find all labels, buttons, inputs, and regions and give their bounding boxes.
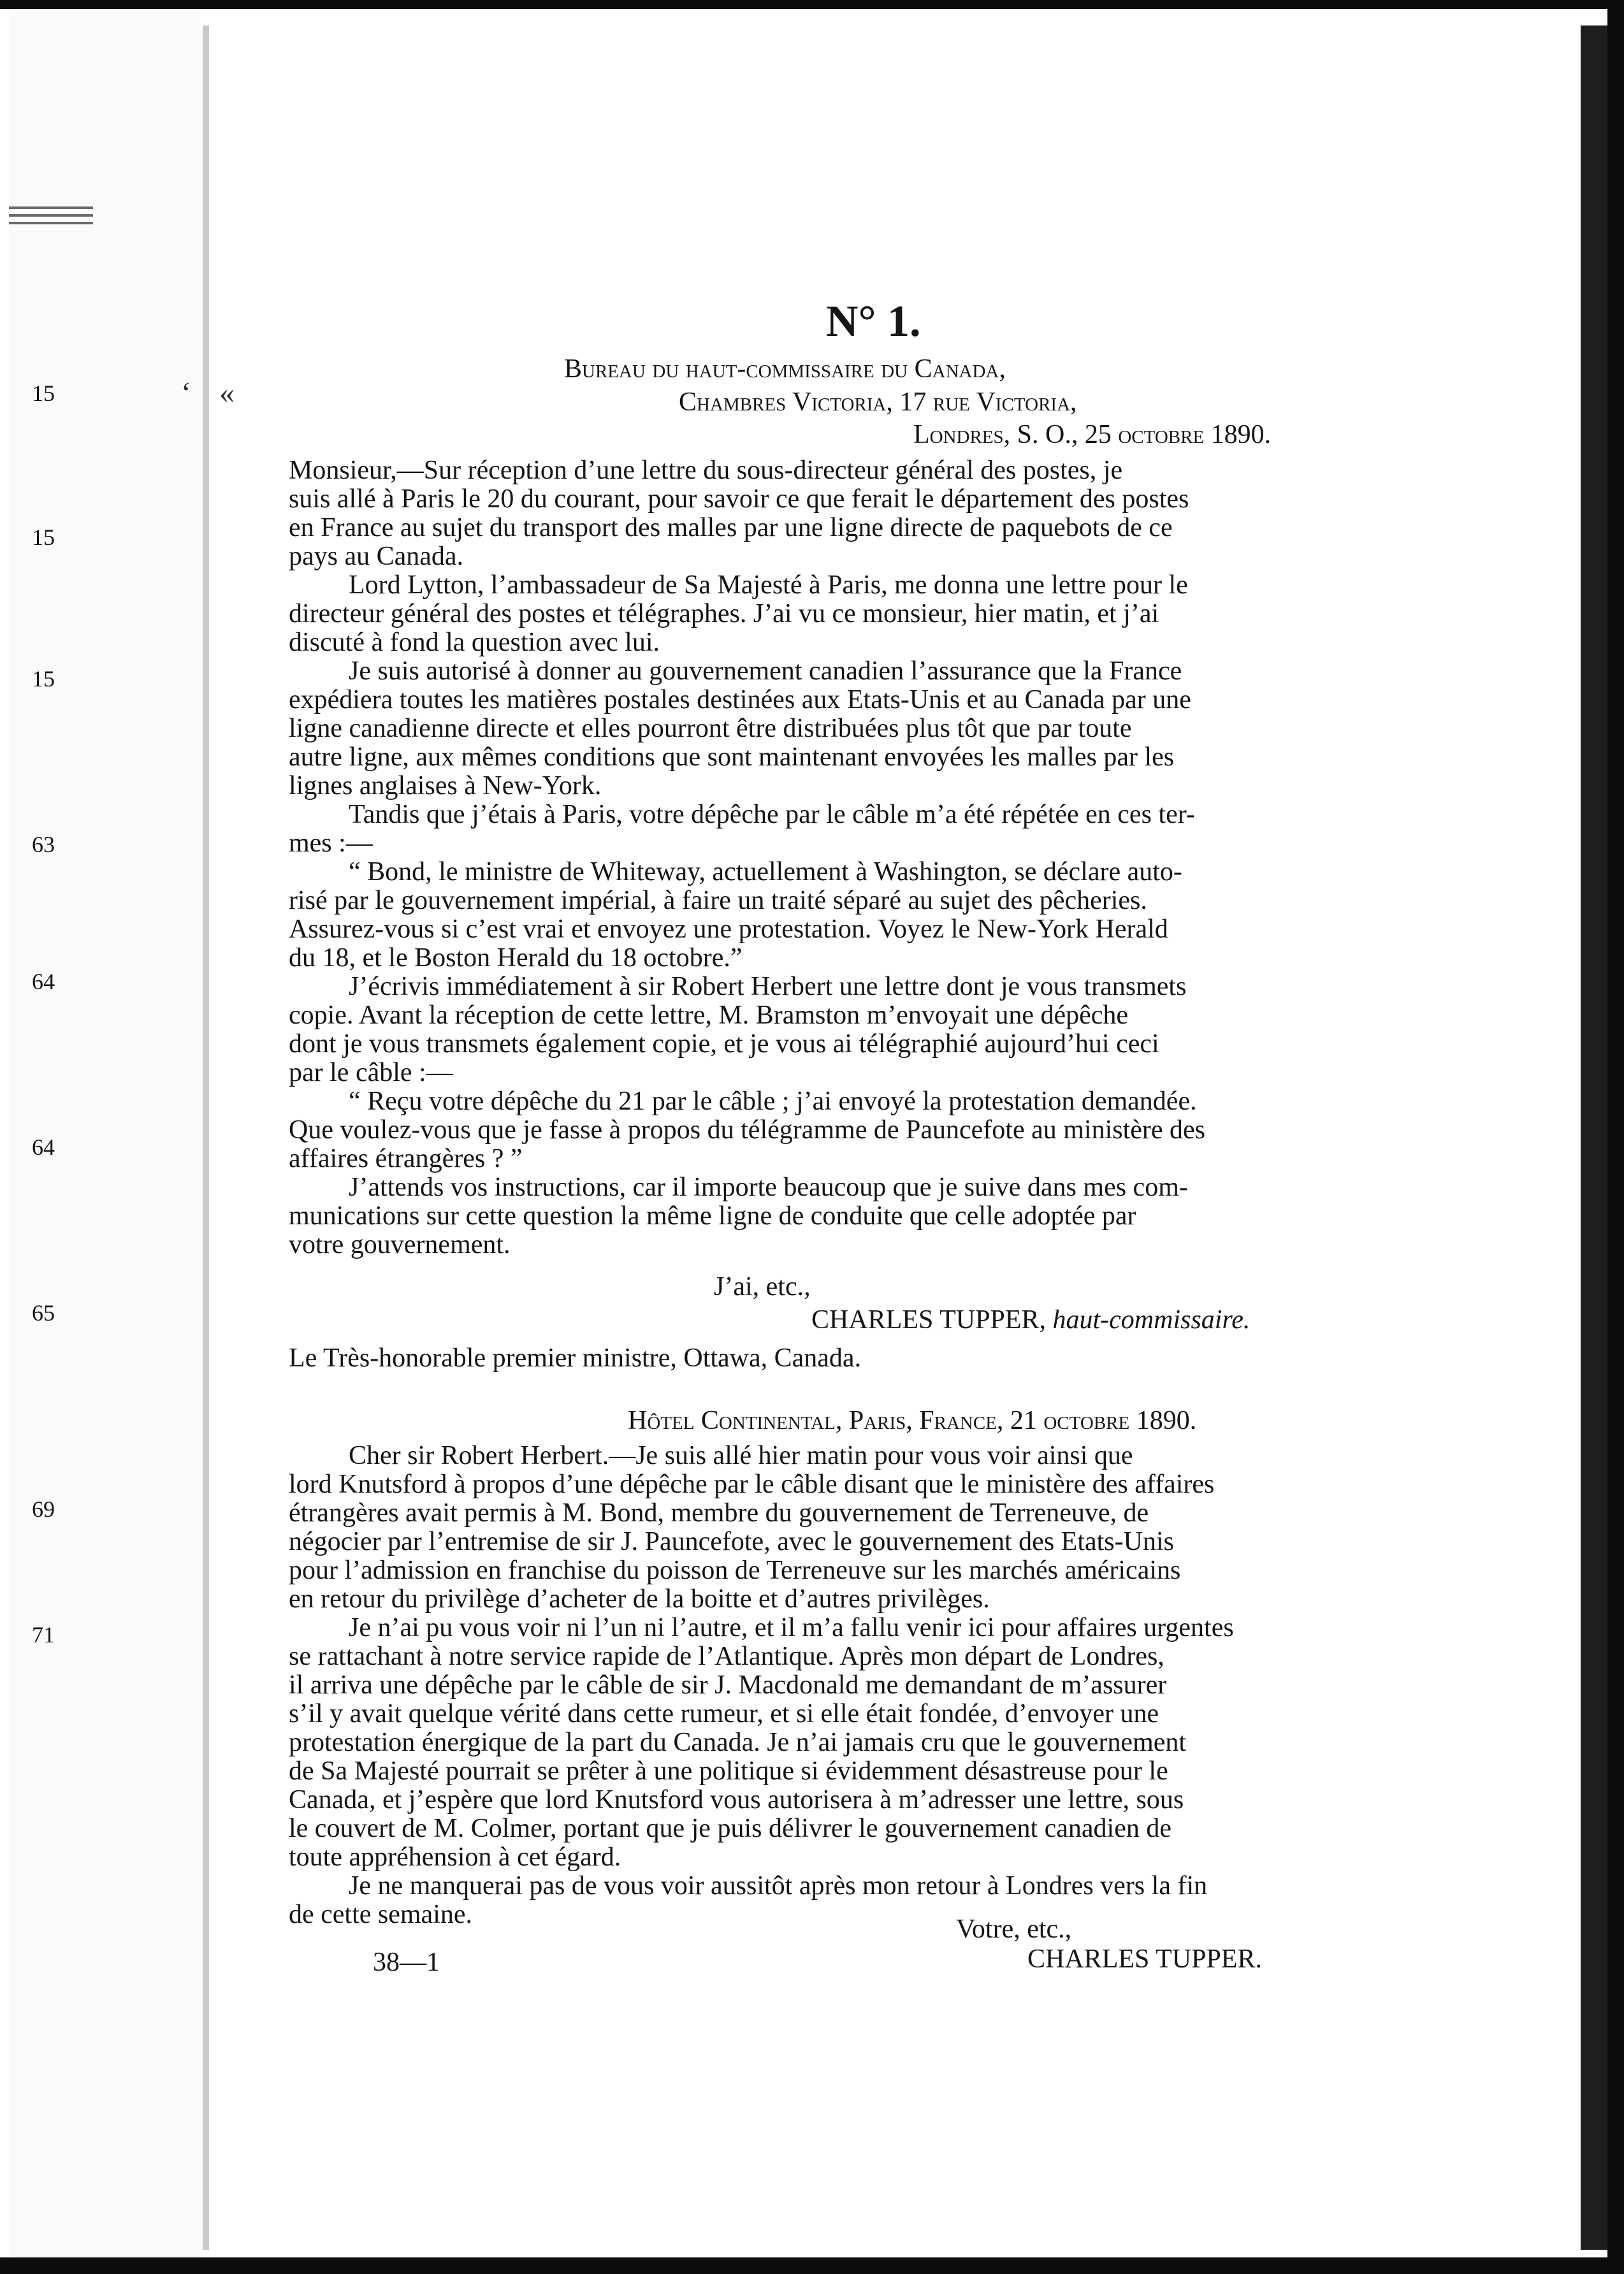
margin-rule [9, 214, 93, 217]
text-line: en retour du privilège d’acheter de la boitte et d’autres privilèges. [289, 1584, 990, 1614]
text-line: de Sa Majesté pourrait se prêter à une politique si évidemment désastreuse pour le [289, 1756, 1168, 1786]
text-line: Lord Lytton, l’ambassadeur de Sa Majesté à Paris, me donna une lettre pour le [349, 570, 1188, 600]
text-line: Je n’ai pu vous voir ni l’un ni l’autre, et il m’a fallu venir ici pour affaires urgentes [349, 1613, 1234, 1642]
text-line: discuté à fond la question avec lui. [289, 628, 660, 657]
letter-closing: J’ai, etc., [714, 1272, 811, 1301]
scan-border-bottom [0, 2257, 1624, 2274]
margin-mark: ‘ [181, 376, 191, 410]
text-line: protestation énergique de la part du Canada. Je n’ai jamais cru que le gouvernement [289, 1728, 1187, 1757]
letter-heading-line: Londres, S. O., 25 octobre 1890. [913, 420, 1272, 449]
document-page [210, 25, 1581, 2250]
text-line: se rattachant à notre service rapide de l’Atlantique. Après mon départ de Londres, [289, 1642, 1164, 1671]
document-number: N° 1. [826, 297, 921, 346]
text-line: suis allé à Paris le 20 du courant, pour savoir ce que ferait le département des postes [289, 484, 1189, 514]
letter-closing: Votre, etc., [956, 1915, 1072, 1944]
text-line: affaires étrangères ? ” [289, 1144, 523, 1173]
letter-heading-line: Chambres Victoria, 17 rue Victoria, [679, 387, 1077, 417]
margin-number: 71 [32, 1622, 55, 1648]
text-line: munications sur cette question la même ligne de conduite que celle adoptée par [289, 1201, 1136, 1231]
text-line: Assurez-vous si c’est vrai et envoyez une protestation. Voyez le New-York Herald [289, 915, 1168, 944]
text-line: Cher sir Robert Herbert.—Je suis allé hier matin pour vous voir ainsi que [349, 1441, 1133, 1470]
margin-mark: « [219, 376, 235, 410]
letter-heading-line: Hôtel Continental, Paris, France, 21 octobre 1890. [628, 1406, 1197, 1435]
text-line: pays au Canada. [289, 542, 464, 571]
text-line: de cette semaine. [289, 1900, 473, 1929]
text-line: mes :— [289, 829, 373, 858]
text-line: s’il y avait quelque vérité dans cette rumeur, et si elle était fondée, d’envoyer une [289, 1699, 1159, 1728]
signature-name: CHARLES TUPPER. [1027, 1944, 1262, 1974]
text-line: négocier par l’entremise de sir J. Pauncefote, avec le gouvernement des Etats-Unis [289, 1527, 1174, 1556]
text-line: toute appréhension à cet égard. [289, 1843, 621, 1872]
page-footer: 38—1 [373, 1948, 440, 1977]
text-line: en France au sujet du transport des malles par une ligne directe de paquebots de ce [289, 513, 1173, 542]
margin-rule [9, 222, 93, 224]
text-line: il arriva une dépêche par le câble de sir J. Macdonald me demandant de m’assurer [289, 1670, 1167, 1700]
text-line: étrangères avait permis à M. Bond, membre du gouvernement de Terreneuve, de [289, 1498, 1149, 1528]
margin-number: 15 [32, 525, 55, 550]
scan-border-right [1607, 0, 1624, 2274]
text-line: Que voulez-vous que je fasse à propos du télégramme de Pauncefote au ministère des [289, 1115, 1206, 1145]
scan-border-top [0, 0, 1624, 9]
text-line: lignes anglaises à New-York. [289, 771, 602, 800]
margin-number: 15 [32, 666, 55, 692]
margin-number: 63 [32, 832, 55, 857]
text-line: J’attends vos instructions, car il importe beaucoup que je suive dans mes com- [349, 1173, 1188, 1202]
text-line: Je suis autorisé à donner au gouvernement canadien l’assurance que la France [349, 656, 1182, 686]
text-line: votre gouvernement. [289, 1230, 511, 1259]
text-line: “ Bond, le ministre de Whiteway, actuellement à Washington, se déclare auto- [349, 857, 1182, 887]
signature-name: CHARLES TUPPER, [811, 1305, 1046, 1335]
text-line: dont je vous transmets également copie, et je vous ai télégraphié aujourd’hui ceci [289, 1029, 1159, 1059]
margin-strip [9, 9, 235, 2257]
text-line: du 18, et le Boston Herald du 18 octobre.” [289, 943, 743, 973]
signature-title: haut-commissaire. [1052, 1305, 1251, 1335]
scan-shadow-right [1581, 25, 1607, 2250]
margin-number: 65 [32, 1300, 55, 1326]
margin-number: 15 [32, 380, 55, 406]
text-line: Canada, et j’espère que lord Knutsford vous autorisera à m’adresser une lettre, sous [289, 1785, 1184, 1814]
text-line: Monsieur,—Sur réception d’une lettre du sous-directeur général des postes, je [289, 456, 1123, 485]
page-fold-shadow [203, 25, 209, 2250]
text-line: lord Knutsford à propos d’une dépêche par le câble disant que le ministère des affaires [289, 1470, 1215, 1499]
text-line: risé par le gouvernement impérial, à faire un traité séparé au sujet des pêcheries. [289, 886, 1147, 915]
text-line: expédiera toutes les matières postales destinées aux Etats-Unis et au Canada par une [289, 685, 1191, 714]
text-line: ligne canadienne directe et elles pourront être distribuées plus tôt que par toute [289, 714, 1132, 743]
signature [811, 1305, 1250, 1335]
text-line: copie. Avant la réception de cette lettre, M. Bramston m’envoyait une dépêche [289, 1001, 1129, 1030]
text-line: le couvert de M. Colmer, portant que je puis délivrer le gouvernement canadien de [289, 1814, 1171, 1843]
text-line: J’écrivis immédiatement à sir Robert Herbert une lettre dont je vous transmets [349, 972, 1187, 1001]
margin-number: 69 [32, 1496, 55, 1522]
text-line: pour l’admission en franchise du poisson de Terreneuve sur les marchés américains [289, 1556, 1181, 1585]
margin-rule [9, 206, 93, 209]
text-line: par le câble :— [289, 1058, 453, 1087]
text-line: autre ligne, aux mêmes conditions que sont maintenant envoyées les malles par les [289, 742, 1175, 772]
text-line: Je ne manquerai pas de vous voir aussitôt après mon retour à Londres vers la fin [349, 1871, 1208, 1901]
margin-number: 64 [32, 969, 55, 994]
letter-heading-line: Bureau du haut-commissaire du Canada, [564, 354, 1006, 384]
addressee: Le Très-honorable premier ministre, Ottawa, Canada. [289, 1343, 862, 1373]
text-line: directeur général des postes et télégraphes. J’ai vu ce monsieur, hier matin, et j’ai [289, 599, 1159, 628]
text-line: “ Reçu votre dépêche du 21 par le câble ; j’ai envoyé la protestation demandée. [349, 1087, 1197, 1116]
text-line: Tandis que j’étais à Paris, votre dépêche par le câble m’a été répétée en ces ter- [349, 800, 1195, 829]
margin-number: 64 [32, 1134, 55, 1160]
